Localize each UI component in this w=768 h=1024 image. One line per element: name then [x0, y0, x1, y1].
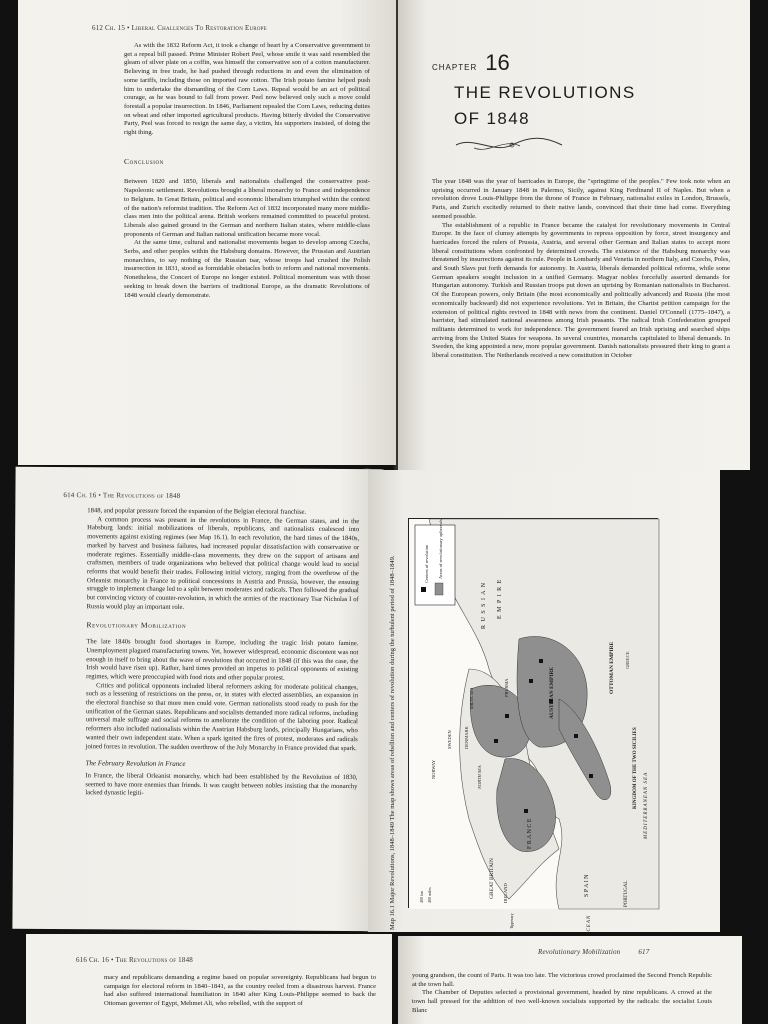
chapter-title-line2: OF 1848	[454, 109, 530, 128]
decorative-flourish-icon	[454, 134, 564, 156]
running-header	[76, 956, 193, 964]
body-text	[412, 972, 712, 1016]
map-center-marker	[494, 739, 498, 743]
page-613	[398, 0, 750, 470]
paragraph: macy and republicans demanding a regime based on popular sovereignty. Republicans had begun to campaign for electoral reform in 1840–1841, as the country reeled from a disastrous harvest. France had also suffered international humiliation in 1840 after King Louis-Philippe seemed to back the Ottoman governor of Egypt, Mehmet Ali, who rebelled, with the support of	[104, 974, 376, 1008]
legend-areas-label: Areas of revolutionary upheavals	[438, 519, 443, 579]
section-heading: Conclusion	[124, 156, 164, 166]
chapter-number: 16	[485, 50, 510, 75]
subsection-heading: The February Revolution in France	[85, 759, 186, 769]
map-label-portugal: PORTUGAL	[624, 880, 629, 907]
paragraph: The establishment of a republic in France became the catalyst for revolutionary movements in Central Europe. In the face of clumsy attempts by governments to repress opposition by force, street insurgency and barricades forced the rulers of Prussia, Austria, and several other German and Italian states to accept more liberal constitutions when confronted by determined crowds. The existence of the Habsburg monarchy was threatened by insurrections against its rule. People in Lombardy and Venetia in northern Italy, and Czechs, Poles, and South Slavs put forth demands for autonomy. In Austria, liberals demanded political reforms, while some German speakers sought inclusion in a unified Germany. Magyar nobles forcefully asserted demands for Hungarian autonomy. Turkish and Russian troops put down an uprising by Romanian nationalists in Bucharest. Of the European powers, only Britain (the most economically and politically advanced) and Russia (the most economically backward) did not experience revolutions. Yet in Britain, the Chartist petition campaign for the extension of political rights revived in 1848 with news from the continent. Daniel O'Connell (1775–1847), a barrister, had stimulated national awareness among Irish peasants. The radical Irish Confederation grouped militants determined to work for independence. The government feared an Irish uprising and searched ships arriving from the United States for weapons. In several countries, monarchs capitulated to liberal demands. In Sweden, the king appointed a new, more popular government. Danish nationalists pressured their king to grant a liberal constitution. The Netherlands received a new constitution in October	[432, 221, 730, 360]
running-header-text: 614 Ch. 16 • The Revolutions of 1848	[63, 491, 181, 500]
map-label-ottoman: OTTOMAN EMPIRE	[609, 641, 615, 694]
paragraph: young grandson, the count of Paris. It was too late. The victorious crowd proclaimed the Second French Republic at the town hall.	[412, 972, 712, 988]
running-header	[92, 24, 267, 32]
paragraph: Between 1820 and 1850, liberals and nationalists challenged the conservative post-Napoleonic settlement. Revolutions brought a liberal monarchy to France and independence to Belgium. In Great Britain, political and economic liberalism triumphed within the context of the nation's reformist tradition. The Reform Act of 1832 incorporated many more middle-class men into the political arena. British workers remained committed to peaceful protest. Liberals also gained ground in the German and northern Italian states, where middle-class proponents of German and Italian national unification became more vocal.	[124, 178, 370, 238]
map-label-mediterranean: MEDITERRANEAN SEA	[644, 771, 649, 839]
page-615	[368, 470, 720, 932]
map-caption-text: Map 16.1 Major Revolutions, 1848–1849 The map shows areas of rebellion and centers of revolution during the turbulent period of 1848–1849.	[389, 555, 396, 930]
paragraph: 1848, and popular pressure forced the expansion of the Belgian electoral franchise.	[87, 507, 307, 516]
paragraph: The year 1848 was the year of barricades in Europe, the "springtime of the peoples." Few took note when an uprising occurred in January 1848 in Palermo, Sicily, against King Ferdinand II of Naples. But when a revolution drove Louis-Philippe from the throne of France in February, nationalist exiles in London, Brussels, Paris, and Zurich excitedly returned to their native lands, convinced that their time had come. Everything seemed possible.	[432, 178, 730, 220]
map-center-marker	[589, 774, 593, 778]
map-caption	[388, 510, 397, 930]
map-center-marker	[524, 809, 528, 813]
paragraph: The late 1840s brought food shortages in Europe, including the tragic Irish potato famine. Unemployment plagued manufacturing towns. Yet, however widespread, economic discontent was not enough in itself to bring about the wave of revolutions that occurred in 1848 (if this was the case, the Irish would have risen up). Rather, hard times provided an impetus to political opponents of existing regimes, which were preoccupied with food riots and other popular protest.	[86, 638, 359, 682]
page-617	[398, 936, 742, 1024]
running-header-text: 616 Ch. 16 • The Revolutions of 1848	[76, 956, 193, 964]
paragraph: The Chamber of Deputies selected a provisional government, headed by nine republicans. A crowd at the town hall pressed for the addition of two well-known socialists supported by the radicals: the socialist Louis Blanc	[412, 989, 712, 1014]
map-label-norway: NORWAY	[431, 759, 436, 779]
paragraph: As with the 1832 Reform Act, it took a change of heart by a Conservative government to get a repeal bill passed. Prime Minister Robert Peel, whose smile it was said resembled the gleam of silver plate on a coffin, was himself the conservative son of a cotton manufacturer. Believing in free trade, he had pushed through reductions in and even the elimination of some tariffs, including those on imported raw cotton. The Irish potato famine helped push him to undertake the dismantling of the Corn Laws. Repeal would be an act of political courage, as he was bound to fall from power. Peel now believed only such a move could forestall a popular insurrection. In 1846, Parliament repealed the Corn Laws, reducing duties on wheat and other imported agricultural products. Having bitterly divided the Conservative Party, Peel was forced to resign the same day, a victim, his supporters insisted, of doing the right thing.	[124, 42, 370, 137]
page-616	[26, 934, 392, 1024]
map-label-north-sea: NORTH SEA	[477, 765, 482, 789]
scale-miles: 400 miles	[427, 887, 432, 903]
body-text	[124, 42, 370, 300]
chapter-title-line1: THE REVOLUTIONS	[454, 83, 636, 102]
running-header	[63, 491, 180, 500]
legend-centers-label: Centers of revolution	[424, 544, 429, 583]
running-header-text: Revolutionary Mobilization	[538, 948, 621, 956]
map-center-marker	[574, 734, 578, 738]
map-label-baltic: BALTIC SEA	[469, 687, 474, 709]
page-612	[18, 0, 396, 465]
map-label-austrian: AUSTRIAN EMPIRE	[549, 666, 555, 719]
map-center-marker	[505, 714, 509, 718]
legend-area-swatch	[435, 583, 443, 595]
map-label-empire: E M P I R E	[497, 578, 503, 619]
map-label-ireland: IRELAND	[503, 883, 508, 903]
map-label-greece: GREECE	[625, 651, 630, 669]
running-header	[538, 948, 649, 956]
map-label-kingdom: KINGDOM OF THE TWO SICILIES	[633, 727, 638, 809]
map-label-tipperary: Tipperary	[509, 913, 514, 929]
europe-map	[409, 519, 659, 909]
chapter-label: CHAPTER	[432, 63, 478, 72]
body-text	[85, 507, 359, 800]
map-label-prussia: PRUSSIA	[504, 678, 509, 697]
paragraph: At the same time, cultural and nationalist movements began to develop among Czechs, Serbs, and other peoples within the Habsburg domains. However, the Prussian and Austrian monarchies, to say nothing of the Russian tsar, whose troops had crushed the Polish insurrection in 1831, stood as formidable obstacles both to reform and national movements. Nonetheless, the Concert of Europe no longer existed. Political momentum was with those seeking to break down the barriers of traditional Europe, as the dramatic Revolutions of 1848 would clearly demonstrate.	[124, 239, 370, 299]
map-center-marker	[539, 659, 543, 663]
paragraph: Critics and political opponents included liberal reformers asking for moderate political changes, such as a lessening of restrictions on the press, or, in states with elected assemblies, an expansion in the electoral franchise so that more men could vote. German nationalists stood ready to push for the unification of the German states. Republicans and socialists demanded more radical reforms, including universal male suffrage and social reforms to ameliorate the condition of the laboring poor. Radical reformers also included nationalists within the Austrian Habsburg lands, principally Hungarians, who wanted their own independent state. When a spark ignited the fires of protest, moderates and radicals joined forces in revolution. The sudden overthrow of the July Monarchy in France provided that spark.	[85, 681, 359, 752]
running-header-text: 612 Ch. 15 • Liberal Challenges To Restoration Europe	[92, 24, 267, 32]
body-text	[104, 974, 376, 1009]
page-number: 617	[638, 948, 650, 956]
section-heading: Revolutionary Mobilization	[86, 620, 187, 631]
chapter-opener	[432, 50, 732, 161]
map-center-marker	[529, 679, 533, 683]
map-label-france: F R A N C E	[527, 818, 533, 849]
page-614	[12, 467, 383, 932]
map-label-britain: GREAT BRITAIN	[489, 858, 495, 899]
map-label-denmark: DENMARK	[464, 726, 469, 749]
map-label-sweden: SWEDEN	[447, 730, 452, 749]
map-label-spain: S P A I N	[584, 874, 590, 897]
map-label-russian: R U S S I A N	[481, 581, 487, 629]
body-text	[432, 178, 730, 361]
legend-center-swatch	[421, 587, 426, 592]
paragraph: A common process was present in the revolutions in France, the German states, and in the Habsburg lands: initial mobilizations of liberals, republicans, and nationalists coalesced into movements against existing regimes (see Map 16.1). In each revolution, the hard times of the 1840s, marked by harvest and business failures, had increased popular dissatisfaction with conservative or moderate regimes. Essentially middle-class movements, they drew on the support of artisans and craftsmen, members of trade organizations who believed that political change would lead to social reforms that would benefit their trades. Following initial victory, ranging from the overthrow of the Orleanist monarchy in France to political concessions in Austria and Prussia, however, the ensuing struggle to implement change led to a split between moderates and radicals. Then followed the gradual but convincing victory of counter-revolution, in which the armies of the reactionary Tsar Nicholas I of Russia would play an important role.	[86, 515, 360, 611]
paragraph: In France, the liberal Orleanist monarchy, which had been established by the Revolution of 1830, seemed to have more enemies than friends. It was caught between nobles insisting that the monarchy lacked dynastic legiti-	[85, 772, 358, 798]
scale-km: 400 km	[419, 890, 424, 903]
map-16-1	[408, 518, 658, 929]
